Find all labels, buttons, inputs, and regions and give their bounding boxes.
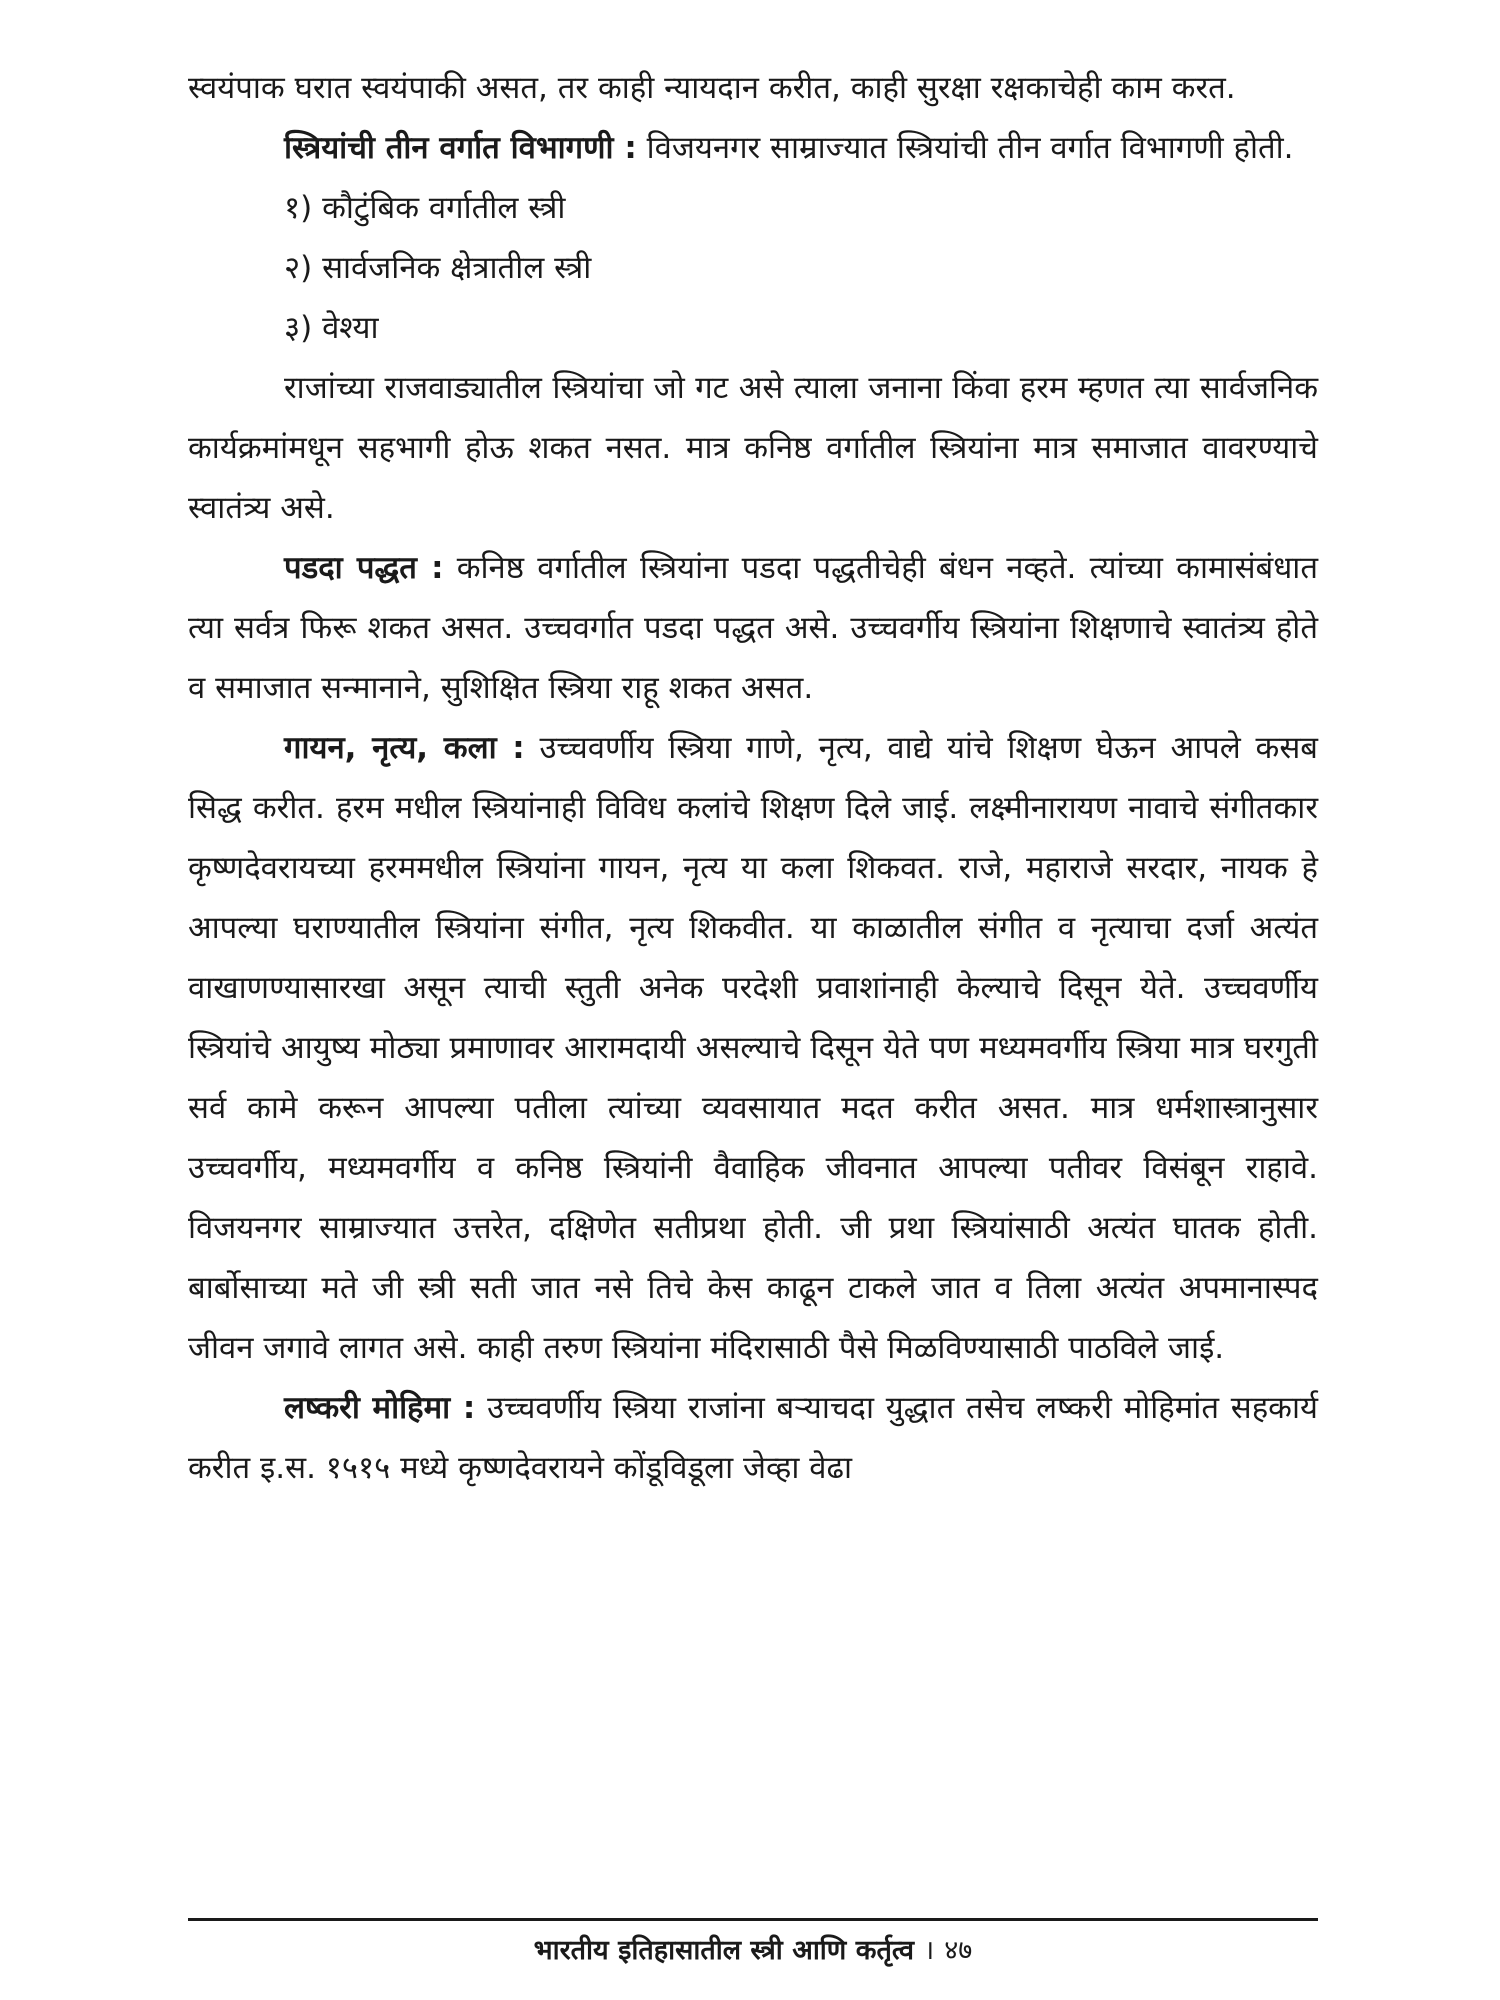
paragraph-classification (188, 118, 1318, 178)
section-heading-classification: स्त्रियांची तीन वर्गात विभागणी : (284, 130, 637, 166)
paragraph-purdah-text: कनिष्ठ वर्गातील स्त्रियांना पडदा पद्धतीचेही बंधन नव्हते. त्यांच्या कामासंबंधात त्या सर्वत्र फिरू शकत असत. उच्चवर्गात पडदा पद्धत असे. उच्चवर्गीय स्त्रियांना शिक्षणाचे स्वातंत्र्य होते व समाजात सन्मानाने, सुशिक्षित स्त्रिया राहू शकत असत. (188, 550, 1318, 706)
paragraph-harem: राजांच्या राजवाड्यातील स्त्रियांचा जो गट असे त्याला जनाना किंवा हरम म्हणत त्या सार्वजनिक कार्यक्रमांमधून सहभागी होऊ शकत नसत. मात्र कनिष्ठ वर्गातील स्त्रियांना मात्र समाजात वावरण्याचे स्वातंत्र्य असे. (188, 370, 1318, 526)
paragraph-purdah (188, 538, 1318, 718)
footer-divider (188, 1918, 1318, 1921)
paragraph-continuation: स्वयंपाक घरात स्वयंपाकी असत, तर काही न्यायदान करीत, काही सुरक्षा रक्षकाचेही काम करत. (188, 70, 1236, 106)
page-number: ४७ (944, 1935, 973, 1966)
paragraph-arts (188, 718, 1318, 1378)
footer-book-title: भारतीय इतिहासातील स्त्री आणि कर्तृत्व (533, 1935, 915, 1966)
list-item: ३) वेश्या (284, 310, 379, 346)
page-footer (188, 1926, 1318, 1976)
footer-separator: । (924, 1935, 935, 1966)
paragraph-classification-text: विजयनगर साम्राज्यात स्त्रियांची तीन वर्गात विभागणी होती. (636, 130, 1294, 166)
list-item: १) कौटुंबिक वर्गातील स्त्री (284, 190, 566, 226)
paragraph-arts-text: उच्चवर्णीय स्त्रिया गाणे, नृत्य, वाद्ये यांचे शिक्षण घेऊन आपले कसब सिद्ध करीत. हरम मधील स्त्रियांनाही विविध कलांचे शिक्षण दिले जाई. लक्ष्मीनारायण नावाचे संगीतकार कृष्णदेवरायच्या हरममधील स्त्रियांना गायन, नृत्य या कला शिकवत. राजे, महाराजे सरदार, नायक हे आपल्या घराण्यातील स्त्रियांना संगीत, नृत्य शिकवीत. या काळातील संगीत व नृत्याचा दर्जा अत्यंत वाखाणण्यासारखा असून त्याची स्तुती अनेक परदेशी प्रवाशांनाही केल्याचे दिसून येते. उच्चवर्णीय स्त्रियांचे आयुष्य मोठ्या प्रमाणावर आरामदायी असल्याचे दिसून येते पण मध्यमवर्गीय स्त्रिया मात्र घरगुती सर्व कामे करून आपल्या पतीला त्यांच्या व्यवसायात मदत करीत असत. मात्र धर्मशास्त्रानुसार उच्चवर्गीय, मध्यमवर्गीय व कनिष्ठ स्त्रियांनी वैवाहिक जीवनात आपल्या पतीवर विसंबून राहावे. विजयनगर साम्राज्यात उत्तरेत, दक्षिणेत सतीप्रथा होती. जी प्रथा स्त्रियांसाठी अत्यंत घातक होती. बार्बोसाच्या मते जी स्त्री सती जात नसे तिचे केस काढून टाकले जात व तिला अत्यंत अपमानास्पद जीवन जगावे लागत असे. काही तरुण स्त्रियांना मंदिरासाठी पैसे मिळविण्यासाठी पाठविले जाई. (188, 730, 1319, 1366)
section-heading-purdah: पडदा पद्धत : (284, 550, 444, 586)
paragraph-military-text: उच्चवर्णीय स्त्रिया राजांना बऱ्याचदा युद्धात तसेच लष्करी मोहिमांत सहकार्य करीत इ.स. १५१५ मध्ये कृष्णदेवरायने कोंडूविडूला जेव्हा वेढा (188, 1390, 1318, 1486)
list-item: २) सार्वजनिक क्षेत्रातील स्त्री (284, 250, 592, 286)
page-body (188, 58, 1318, 1498)
paragraph-military (188, 1378, 1318, 1498)
section-heading-military: लष्करी मोहिमा : (284, 1390, 476, 1426)
section-heading-arts: गायन, नृत्य, कला : (284, 730, 525, 766)
